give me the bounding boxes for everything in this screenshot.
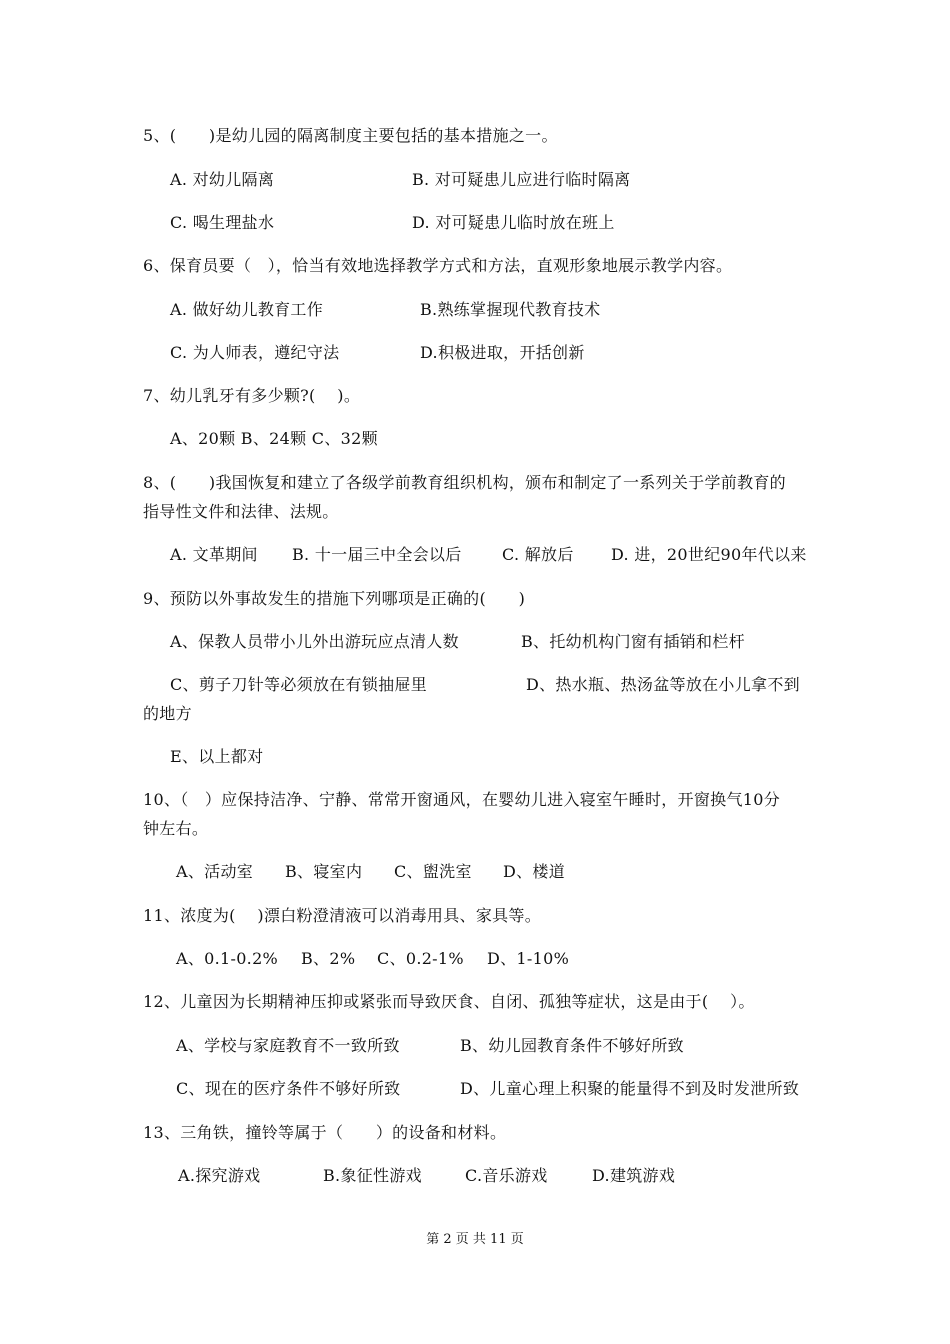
question-9-option-d-continued: 的地方: [143, 704, 192, 723]
question-10-option-d: D、楼道: [503, 862, 566, 881]
question-8-option-c: C. 解放后: [502, 545, 574, 564]
question-13-option-a: A.探究游戏: [178, 1166, 261, 1185]
question-8-stem-line-1: 8、( )我国恢复和建立了各级学前教育组织机构，颁布和制定了一系列关于学前教育的: [143, 473, 786, 492]
question-8-stem-line-2: 指导性文件和法律、法规。: [143, 502, 339, 521]
question-13-option-c: C.音乐游戏: [465, 1166, 548, 1185]
question-13-option-d: D.建筑游戏: [592, 1166, 676, 1185]
question-8-option-a: A. 文革期间: [170, 545, 258, 564]
question-11-stem: 11、浓度为( )漂白粉澄清液可以消毒用具、家具等。: [143, 906, 542, 925]
question-12-option-d: D、儿童心理上积聚的能量得不到及时发泄所致: [460, 1079, 800, 1098]
question-7-options: A、20颗 B、24颗 C、32颗: [170, 429, 378, 448]
question-9-stem: 9、预防以外事故发生的措施下列哪项是正确的( ): [143, 589, 526, 608]
question-11-option-b: B、2%: [301, 949, 356, 968]
question-12-stem: 12、儿童因为长期精神压抑或紧张而导致厌食、自闭、孤独等症状，这是由于( ）。: [143, 992, 755, 1011]
question-10-option-a: A、活动室: [176, 862, 254, 881]
question-6-stem: 6、保育员要（ ），恰当有效地选择教学方式和方法，直观形象地展示教学内容。: [143, 256, 733, 275]
question-11-option-d: D、1-10%: [487, 949, 570, 968]
question-5-option-b: B. 对可疑患儿应进行临时隔离: [412, 170, 631, 189]
question-13-stem: 13、三角铁，撞铃等属于（ ）的设备和材料。: [143, 1123, 507, 1142]
question-5-option-a: A. 对幼儿隔离: [170, 170, 275, 189]
question-5-option-d: D. 对可疑患儿临时放在班上: [412, 213, 615, 232]
question-12-option-c: C、现在的医疗条件不够好所致: [176, 1079, 401, 1098]
question-12-option-a: A、学校与家庭教育不一致所致: [176, 1036, 400, 1055]
question-9-option-a: A、保教人员带小儿外出游玩应点清人数: [170, 632, 459, 651]
question-10-stem-line-2: 钟左右。: [143, 819, 209, 838]
question-9-option-e: E、以上都对: [170, 747, 264, 766]
question-9-option-c: C、剪子刀针等必须放在有锁抽屉里: [170, 675, 428, 694]
question-10-option-b: B、寝室内: [285, 862, 363, 881]
question-8-option-b: B. 十一届三中全会以后: [292, 545, 462, 564]
question-10-stem-line-1: 10、（ ）应保持洁净、宁静、常常开窗通风，在婴幼儿进入寝室午睡时，开窗换气10分: [143, 790, 781, 809]
question-6-option-b: B.熟练掌握现代教育技术: [420, 300, 601, 319]
question-11-option-c: C、0.2-1%: [377, 949, 464, 968]
question-7-stem: 7、幼儿乳牙有多少颗?( )。: [143, 386, 361, 405]
question-6-option-d: D.积极进取，开括创新: [420, 343, 585, 362]
question-9-option-d: D、热水瓶、热汤盆等放在小儿拿不到: [526, 675, 800, 694]
question-6-option-c: C. 为人师表，遵纪守法: [170, 343, 340, 362]
question-9-option-b: B、托幼机构门窗有插销和栏杆: [521, 632, 745, 651]
question-6-option-a: A. 做好幼儿教育工作: [170, 300, 324, 319]
question-11-option-a: A、0.1-0.2%: [176, 949, 279, 968]
question-5-stem: 5、( )是幼儿园的隔离制度主要包括的基本措施之一。: [143, 126, 558, 145]
question-13-option-b: B.象征性游戏: [323, 1166, 422, 1185]
question-5-option-c: C. 喝生理盐水: [170, 213, 275, 232]
question-12-option-b: B、幼儿园教育条件不够好所致: [460, 1036, 684, 1055]
page-number-footer: 第 2 页 共 11 页: [426, 1232, 524, 1247]
question-8-option-d: D. 进，20世纪90年代以来: [611, 545, 807, 564]
question-10-option-c: C、盥洗室: [394, 862, 472, 881]
